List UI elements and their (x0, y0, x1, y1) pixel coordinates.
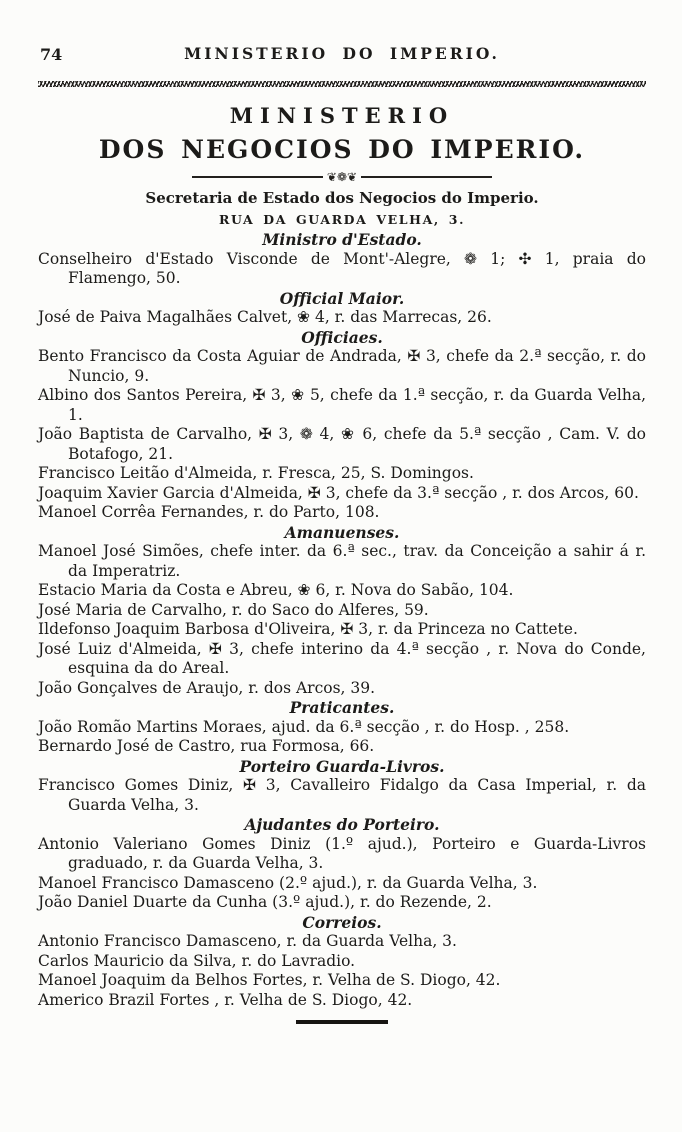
directory-entry: Francisco Leitão d'Almeida, r. Fresca, 25, S. Domingos. (38, 464, 474, 482)
title-line-1: MINISTERIO (229, 103, 455, 128)
section-heading: Official Maior. (279, 288, 405, 308)
ornament-divider (192, 170, 492, 184)
directory-entry: João Romão Martins Moraes, ajud. da 6.ª secção , r. do Hosp. , 258. (38, 717, 570, 736)
subtitle: Secretaria de Estado dos Negocios do Imperio. (145, 189, 539, 207)
directory-entry: José Luiz d'Almeida, ✠ 3, chefe interino da 4.ª secção , r. Nova do Conde, esquina da do Areal. (38, 639, 646, 677)
section-heading: Ajudantes do Porteiro. (244, 815, 440, 834)
directory-entry: Estacio Maria da Costa e Abreu, ❀ 6, r. Nova do Sabão, 104. (38, 581, 514, 599)
directory-entry: José de Paiva Magalhães Calvet, ❀ 4, r. das Marrecas, 26. (38, 308, 492, 326)
directory-entry: Antonio Francisco Damasceno, r. da Guarda Velha, 3. (38, 932, 457, 950)
directory-entry: Manoel Francisco Damasceno (2.º ajud.), r. da Guarda Velha, 3. (38, 873, 538, 892)
ornament-rule-left (192, 176, 323, 178)
directory-entry: Ildefonso Joaquim Barbosa d'Oliveira, ✠ 3, r. da Princeza no Cattete. (38, 620, 578, 638)
page-number: 74 (40, 45, 63, 64)
directory-entry: Bernardo José de Castro, rua Formosa, 66. (38, 737, 375, 755)
section-heading: Ministro d'Estado. (262, 230, 422, 249)
directory-entry: Albino dos Santos Pereira, ✠ 3, ❀ 5, chefe da 1.ª secção, r. da Guarda Velha, 1. (38, 386, 646, 424)
directory-entry: Joaquim Xavier Garcia d'Almeida, ✠ 3, chefe da 3.ª secção , r. dos Arcos, 60. (38, 483, 639, 502)
section-heading: Porteiro Guarda-Livros. (239, 756, 445, 776)
directory-entry: João Baptista de Carvalho, ✠ 3, ❁ 4, ❀ 6, chefe da 5.ª secção , Cam. V. do Botafogo, 21. (38, 425, 646, 463)
fleuron-icon: ❦❁❦ (326, 170, 358, 184)
directory-entry: Antonio Valeriano Gomes Diniz (1.º ajud.), Porteiro e Guarda-Livros graduado, r. da Guarda Velha, 3. (38, 834, 646, 872)
directory-entry: Conselheiro d'Estado Visconde de Mont'-Alegre, ❁ 1; ✣ 1, praia do Flamengo, 50. (38, 249, 646, 287)
directory-entry: Manoel Joaquim da Belhos Fortes, r. Velha de S. Diogo, 42. (38, 971, 501, 989)
directory-entry: João Gonçalves de Araujo, r. dos Arcos, 39. (38, 678, 376, 697)
section-heading: Correios. (302, 912, 382, 932)
section-heading: Praticantes. (289, 698, 395, 717)
title-line-2: DOS NEGOCIOS DO IMPERIO. (98, 135, 586, 164)
directory-entry: Francisco Gomes Diniz, ✠ 3, Cavalleiro Fidalgo da Casa Imperial, r. da Guarda Velha, 3. (38, 776, 646, 814)
directory-entry: Americo Brazil Fortes , r. Velha de S. Diogo, 42. (38, 990, 413, 1009)
directory (38, 230, 646, 1010)
ornament-rule-right (361, 176, 492, 178)
address-line: RUA DA GUARDA VELHA, 3. (218, 212, 466, 227)
directory-entry: João Daniel Duarte da Cunha (3.º ajud.), r. do Rezende, 2. (38, 893, 492, 911)
end-rule (296, 1020, 388, 1024)
section-heading: Amanuenses. (284, 522, 400, 542)
directory-entry: Carlos Mauricio da Silva, r. do Lavradio. (38, 951, 356, 970)
running-head: MINISTERIO DO IMPERIO. (184, 44, 500, 63)
section-heading: Officiaes. (301, 327, 383, 347)
decorative-hatched-rule (38, 81, 646, 87)
directory-entry: Manoel José Simões, chefe inter. da 6.ª sec., trav. da Conceição a sahir á r. da Imperatriz. (38, 542, 646, 580)
directory-entry: Manoel Corrêa Fernandes, r. do Parto, 108. (38, 503, 380, 521)
directory-entry: José Maria de Carvalho, r. do Saco do Alferes, 59. (38, 600, 429, 619)
directory-entry: Bento Francisco da Costa Aguiar de Andrada, ✠ 3, chefe da 2.ª secção, r. do Nuncio, 9. (38, 347, 646, 385)
page-header (38, 44, 646, 66)
